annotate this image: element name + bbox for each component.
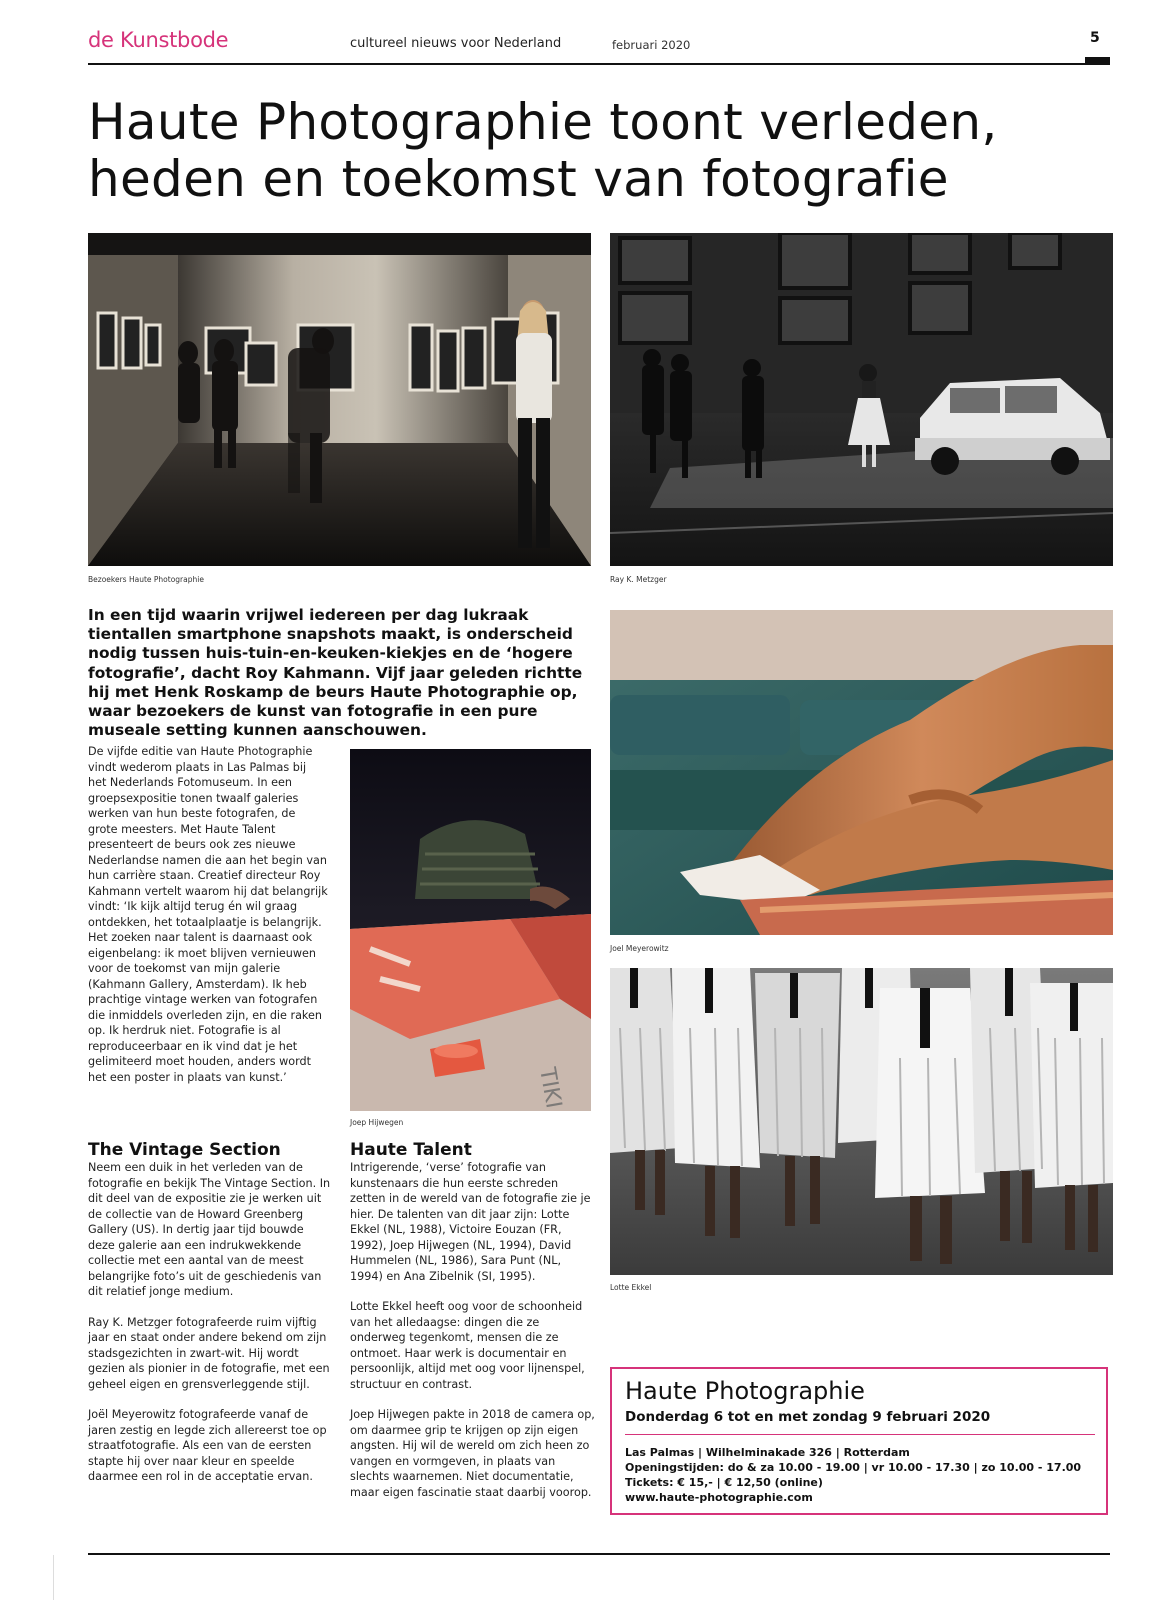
masthead-logo: de Kunstbode bbox=[88, 28, 229, 52]
page-tab-marker bbox=[1085, 57, 1110, 65]
red-table-image bbox=[350, 749, 591, 1111]
red-table-photo bbox=[350, 749, 591, 1111]
gutter-line bbox=[53, 1555, 54, 1600]
intro-paragraph: De vijfde editie van Haute Photographie vindt wederom plaats in Las Palmas bij het Nederlands Fotomuseum. In een groepsexpositie tonen twaalf galeries werken van hun beste fotografen, de grote meesters. Met Haute Talent presenteert de beurs ook zes nieuwe Nederlandse namen die aan het begin van hun carrière staan. Creatief directeur Roy Kahmann vertelt waarom hij dat belangrijk vindt: ‘Ik kijk altijd terug én wil graag ontdekken, het totaalplaatje is belangrijk. Het zoeken naar talent is daarnaast ook eigenbelang: ik moet blijven vernieuwen voor de toekomst van mijn galerie (Kahmann Gallery, Amsterdam). Ik heb prachtige vintage werken van fotografen die inmiddels overleden zijn, en die raken op. Ik herdruk niet. Fotografie is al reproduceerbaar en ik vind dat je het gelimiteerd moet houden, anders wordt het een poster in plaats van kunst.’ bbox=[88, 745, 328, 1084]
masthead-tagline: cultureel nieuws voor Nederland bbox=[350, 36, 562, 51]
svg-text:TIKI: TIKI bbox=[534, 1065, 566, 1111]
photo-caption: Joep Hijwegen bbox=[350, 1118, 404, 1127]
talent-paragraph: Intrigerende, ‘verse’ fotografie van kunstenaars die hun eerste schreden zetten in de wereld van de fotografie zie je hier. De talenten van dit jaar zijn: Lotte Ekkel (NL, 1988), Victoire Eouzan (FR, 1992), Joep Hijwegen (NL, 1994), David Hummelen (NL, 1986), Sara Punt (NL, 1994) en Ana Zibelnik (SI, 1995). bbox=[350, 1161, 591, 1283]
talent-heading: Haute Talent bbox=[350, 1140, 472, 1160]
event-info-box bbox=[610, 1367, 1108, 1515]
street-scene-photo bbox=[610, 233, 1113, 566]
street-scene-image bbox=[610, 233, 1113, 566]
event-tickets: Tickets: € 15,- | € 12,50 (online) bbox=[625, 1476, 823, 1489]
vintage-paragraph: Neem een duik in het verleden van de fotografie en bekijk The Vintage Section. In dit deel van de expositie zie je werken uit de collectie van de Howard Greenberg Gallery (US). In dertig jaar tijd bouwde deze galerie aan een indrukwekkende collectie met een aantal van de meest belangrijke foto’s uit de geschiedenis van dit relatief jonge medium. bbox=[88, 1161, 331, 1298]
photo-caption: Ray K. Metzger bbox=[610, 575, 667, 584]
article-lead: In een tijd waarin vrijwel iedereen per dag lukraak tientallen smartphone snapshots maakt, is onderscheid nodig tussen huis-tuin-en-keuken-kiekjes en de ‘hogere fotografie’, dacht Roy Kahmann. Vijf jaar geleden richtte hij met Henk Roskamp de beurs Haute Photographie op, waar bezoekers de kunst van fotografie in een pure museale setting kunnen aanschouwen. bbox=[88, 606, 583, 740]
event-dates: Donderdag 6 tot en met zondag 9 februari 2020 bbox=[625, 1409, 991, 1425]
talent-paragraph: Lotte Ekkel heeft oog voor de schoonheid van het alledaagse: dingen die ze onderweg tegenkomt, mensen die ze ontmoet. Haar werk is documentair en persoonlijk, altijd met oog voor lijnenspel, structuur en contrast. bbox=[350, 1300, 585, 1391]
issue-date: februari 2020 bbox=[612, 38, 691, 52]
photo-caption: Joel Meyerowitz bbox=[610, 944, 669, 953]
event-info-divider bbox=[625, 1434, 1095, 1435]
girls-in-dresses-photo bbox=[610, 968, 1113, 1275]
page-number: 5 bbox=[1090, 30, 1100, 46]
vintage-paragraph: Joël Meyerowitz fotografeerde vanaf de jaren zestig en legde zich allereerst toe op straatfotografie. Als een van de eersten stapte hij over naar kleur en speelde daarmee een rol in de acceptatie ervan. bbox=[88, 1408, 327, 1483]
vintage-body bbox=[88, 1160, 333, 1500]
photo-caption: Lotte Ekkel bbox=[610, 1283, 652, 1292]
intro-body bbox=[88, 744, 328, 1100]
gallery-visitors-photo bbox=[88, 233, 591, 566]
talent-body bbox=[350, 1160, 595, 1515]
gallery-visitors-image bbox=[88, 233, 591, 566]
event-hours: Openingstijden: do & za 10.00 - 19.00 | vr 10.00 - 17.30 | zo 10.00 - 17.00 bbox=[625, 1461, 1082, 1474]
sunbather-image bbox=[610, 610, 1113, 935]
header-rule bbox=[88, 63, 1110, 65]
vintage-paragraph: Ray K. Metzger fotografeerde ruim vijftig jaar en staat onder andere bekend om zijn stadsgezichten in zwart-wit. Hij wordt gezien als pionier in de fotografie, met een geheel eigen en grensverleggende stijl. bbox=[88, 1315, 330, 1391]
sunbather-photo bbox=[610, 610, 1113, 935]
talent-paragraph: Joep Hijwegen pakte in 2018 de camera op, om daarmee grip te krijgen op zijn eigen angsten. Hij wil de wereld om zich heen zo vangen en vormgeven, in plaats van slechts waarnemen. Niet documentatie, maar eigen fascinatie staat daarbij voorop. bbox=[350, 1408, 595, 1499]
event-website-link[interactable]: www.haute-photographie.com bbox=[625, 1491, 813, 1504]
footer-rule bbox=[88, 1553, 1110, 1555]
vintage-heading: The Vintage Section bbox=[88, 1140, 281, 1160]
event-title: Haute Photographie bbox=[625, 1377, 865, 1405]
girls-in-dresses-image bbox=[610, 968, 1113, 1275]
photo-caption: Bezoekers Haute Photographie bbox=[88, 575, 204, 584]
event-venue: Las Palmas | Wilhelminakade 326 | Rotterdam bbox=[625, 1446, 910, 1459]
article-headline: Haute Photographie toont verleden, heden en toekomst van fotografie bbox=[88, 93, 998, 208]
